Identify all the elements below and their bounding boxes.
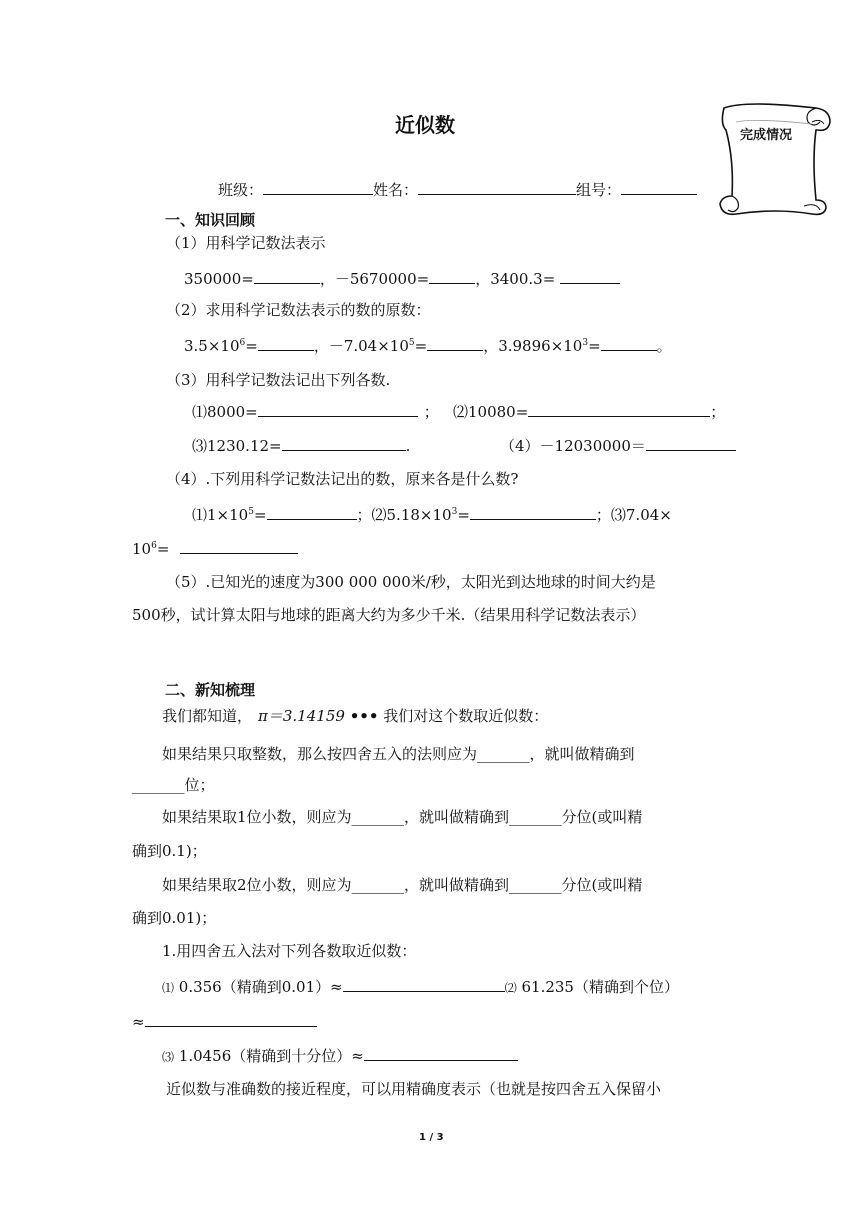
q4-2-equals: =	[457, 506, 470, 524]
q4-3-field[interactable]	[180, 537, 298, 554]
q3-2-label: ⑵10080=	[453, 403, 529, 421]
q2-row	[184, 334, 672, 356]
q4-1-equals: =	[253, 506, 267, 524]
exercise-1: 1.用四舍五入法对下列各数取近似数：	[162, 942, 417, 960]
completion-label: 完成情况	[740, 128, 793, 143]
ex1-3-field[interactable]	[364, 1044, 518, 1061]
ex1-1-field[interactable]	[343, 975, 505, 992]
page-title: 近似数	[395, 113, 455, 137]
class-label: 班级：	[218, 181, 264, 199]
ex1-2-approx: ≈	[132, 1013, 145, 1031]
q3-3-field[interactable]	[282, 434, 406, 451]
intro-dots: •••	[349, 707, 379, 725]
ex1-2-field[interactable]	[145, 1010, 317, 1027]
p2-line2: 确到0.1)；	[132, 842, 207, 860]
p3-line1: 如果结果取2位小数，则应为_______，就叫做精确到_______分位(或叫精	[162, 876, 643, 894]
q2-end-mark: 。	[656, 337, 672, 355]
q2-b-exponent: 5	[408, 338, 415, 348]
q2-c-label: ，3.9896×10	[483, 337, 583, 355]
intro-b: 我们对这个数取近似数：	[383, 707, 549, 725]
q2-a-label: 3.5×10	[184, 337, 240, 355]
p1-line1: 如果结果只取整数，那么按四舍五入的法则应为_______，就叫做精确到	[162, 745, 635, 763]
q4-3-equals: =	[156, 540, 170, 558]
intro-a: 我们都知道，	[162, 707, 253, 725]
name-field[interactable]	[418, 178, 576, 195]
q2-a-equals: =	[245, 337, 258, 355]
q3-row1	[192, 400, 439, 422]
q2-b-equals: =	[414, 337, 428, 355]
q3-2-field[interactable]	[528, 400, 710, 417]
q1-row	[184, 267, 620, 289]
q1-a-field[interactable]	[254, 267, 320, 284]
ex1-3-number: ⑶	[162, 1050, 175, 1064]
q4-row-cont	[132, 537, 298, 558]
q2-b-label: ，－7.04×10	[313, 337, 409, 355]
ex1-1-label: 0.356（精确到0.01）≈	[174, 978, 343, 996]
q2-c-field[interactable]	[601, 334, 657, 351]
q3-1-field[interactable]	[258, 400, 418, 417]
p2-line1: 如果结果取1位小数，则应为_______，就叫做精确到_______分位(或叫精	[162, 808, 643, 826]
ex1-row2	[162, 1044, 518, 1066]
q5-line1: （5）.已知光的速度为300 000 000米/秒，太阳光到达地球的时间大约是	[166, 573, 656, 591]
q2-a-field[interactable]	[258, 334, 314, 351]
ex1-row1-cont	[132, 1010, 317, 1031]
q1-b-field[interactable]	[429, 267, 475, 284]
section-heading-1: 一、知识回顾	[165, 211, 256, 229]
q4-3-exponent: 6	[151, 541, 157, 551]
header-row	[218, 178, 697, 200]
ex1-row1	[162, 975, 679, 997]
closing-text: 近似数与准确数的接近程度，可以用精确度表示（也就是按四舍五入保留小	[166, 1080, 662, 1098]
q4-2-exponent: 3	[451, 507, 458, 517]
intro-row	[162, 705, 548, 726]
ex1-2-label: 61.235（精确到个位）	[516, 978, 679, 996]
class-field[interactable]	[263, 178, 373, 195]
q3-2-sep: ；	[710, 403, 726, 421]
q1-text: （1）用科学记数法表示	[166, 234, 326, 252]
q3-row2	[192, 434, 410, 456]
q3-1-label: ⑴8000=	[192, 403, 258, 421]
q1-c-field[interactable]	[560, 267, 620, 284]
q4-1-field[interactable]	[267, 503, 357, 520]
q3-4-field[interactable]	[646, 434, 736, 451]
q2-text: （2）求用科学记数法表示的数的原数：	[166, 301, 431, 319]
q3-row1b	[453, 400, 725, 422]
name-label: 姓名：	[373, 181, 419, 199]
q3-text: （3）用科学记数法记出下列各数.	[166, 371, 391, 389]
q4-3-label: ；⑶7.04×	[595, 506, 672, 524]
q4-text: （4）.下列用科学记数法记出的数，原来各是什么数?	[166, 470, 519, 488]
q2-c-equals: =	[588, 337, 601, 355]
q2-a-exponent: 6	[239, 338, 246, 348]
scroll-badge-icon	[716, 100, 836, 220]
q2-c-exponent: 3	[582, 338, 589, 348]
q4-2-field[interactable]	[470, 503, 596, 520]
group-field[interactable]	[621, 178, 697, 195]
p3-line2: 确到0.01)；	[132, 909, 217, 927]
q4-3-base: 10	[132, 540, 152, 558]
ex1-3-label: 1.0456（精确到十分位）≈	[174, 1047, 364, 1065]
q1-c-label: ，3400.3=	[475, 270, 556, 288]
q4-row	[192, 503, 672, 525]
p1-line2: _______位；	[132, 776, 215, 794]
q4-2-label: ；⑵5.18×10	[356, 506, 452, 524]
pi-value: π＝3.14159	[258, 707, 345, 725]
q5-line2: 500秒，试计算太阳与地球的距离大约为多少千米.（结果用科学记数法表示）	[132, 606, 646, 624]
q3-1-sep: ；	[423, 403, 439, 421]
section-heading-2: 二、新知梳理	[165, 681, 256, 699]
q3-3-label: ⑶1230.12=	[192, 437, 282, 455]
q3-row2b	[500, 434, 736, 456]
q1-a-label: 350000=	[184, 270, 254, 288]
q1-b-label: ，－5670000=	[319, 270, 430, 288]
page-number: 1 / 3	[419, 1132, 444, 1143]
q2-b-field[interactable]	[427, 334, 483, 351]
q3-3-dot: .	[405, 437, 411, 455]
ex1-1-number: ⑴	[162, 981, 175, 995]
q4-1-exponent: 5	[248, 507, 254, 517]
ex1-2-number: ⑵	[504, 981, 517, 995]
q3-4-label: （4）－12030000＝	[500, 437, 646, 455]
group-label: 组号：	[576, 181, 622, 199]
q4-1-label: ⑴1×10	[192, 506, 249, 524]
